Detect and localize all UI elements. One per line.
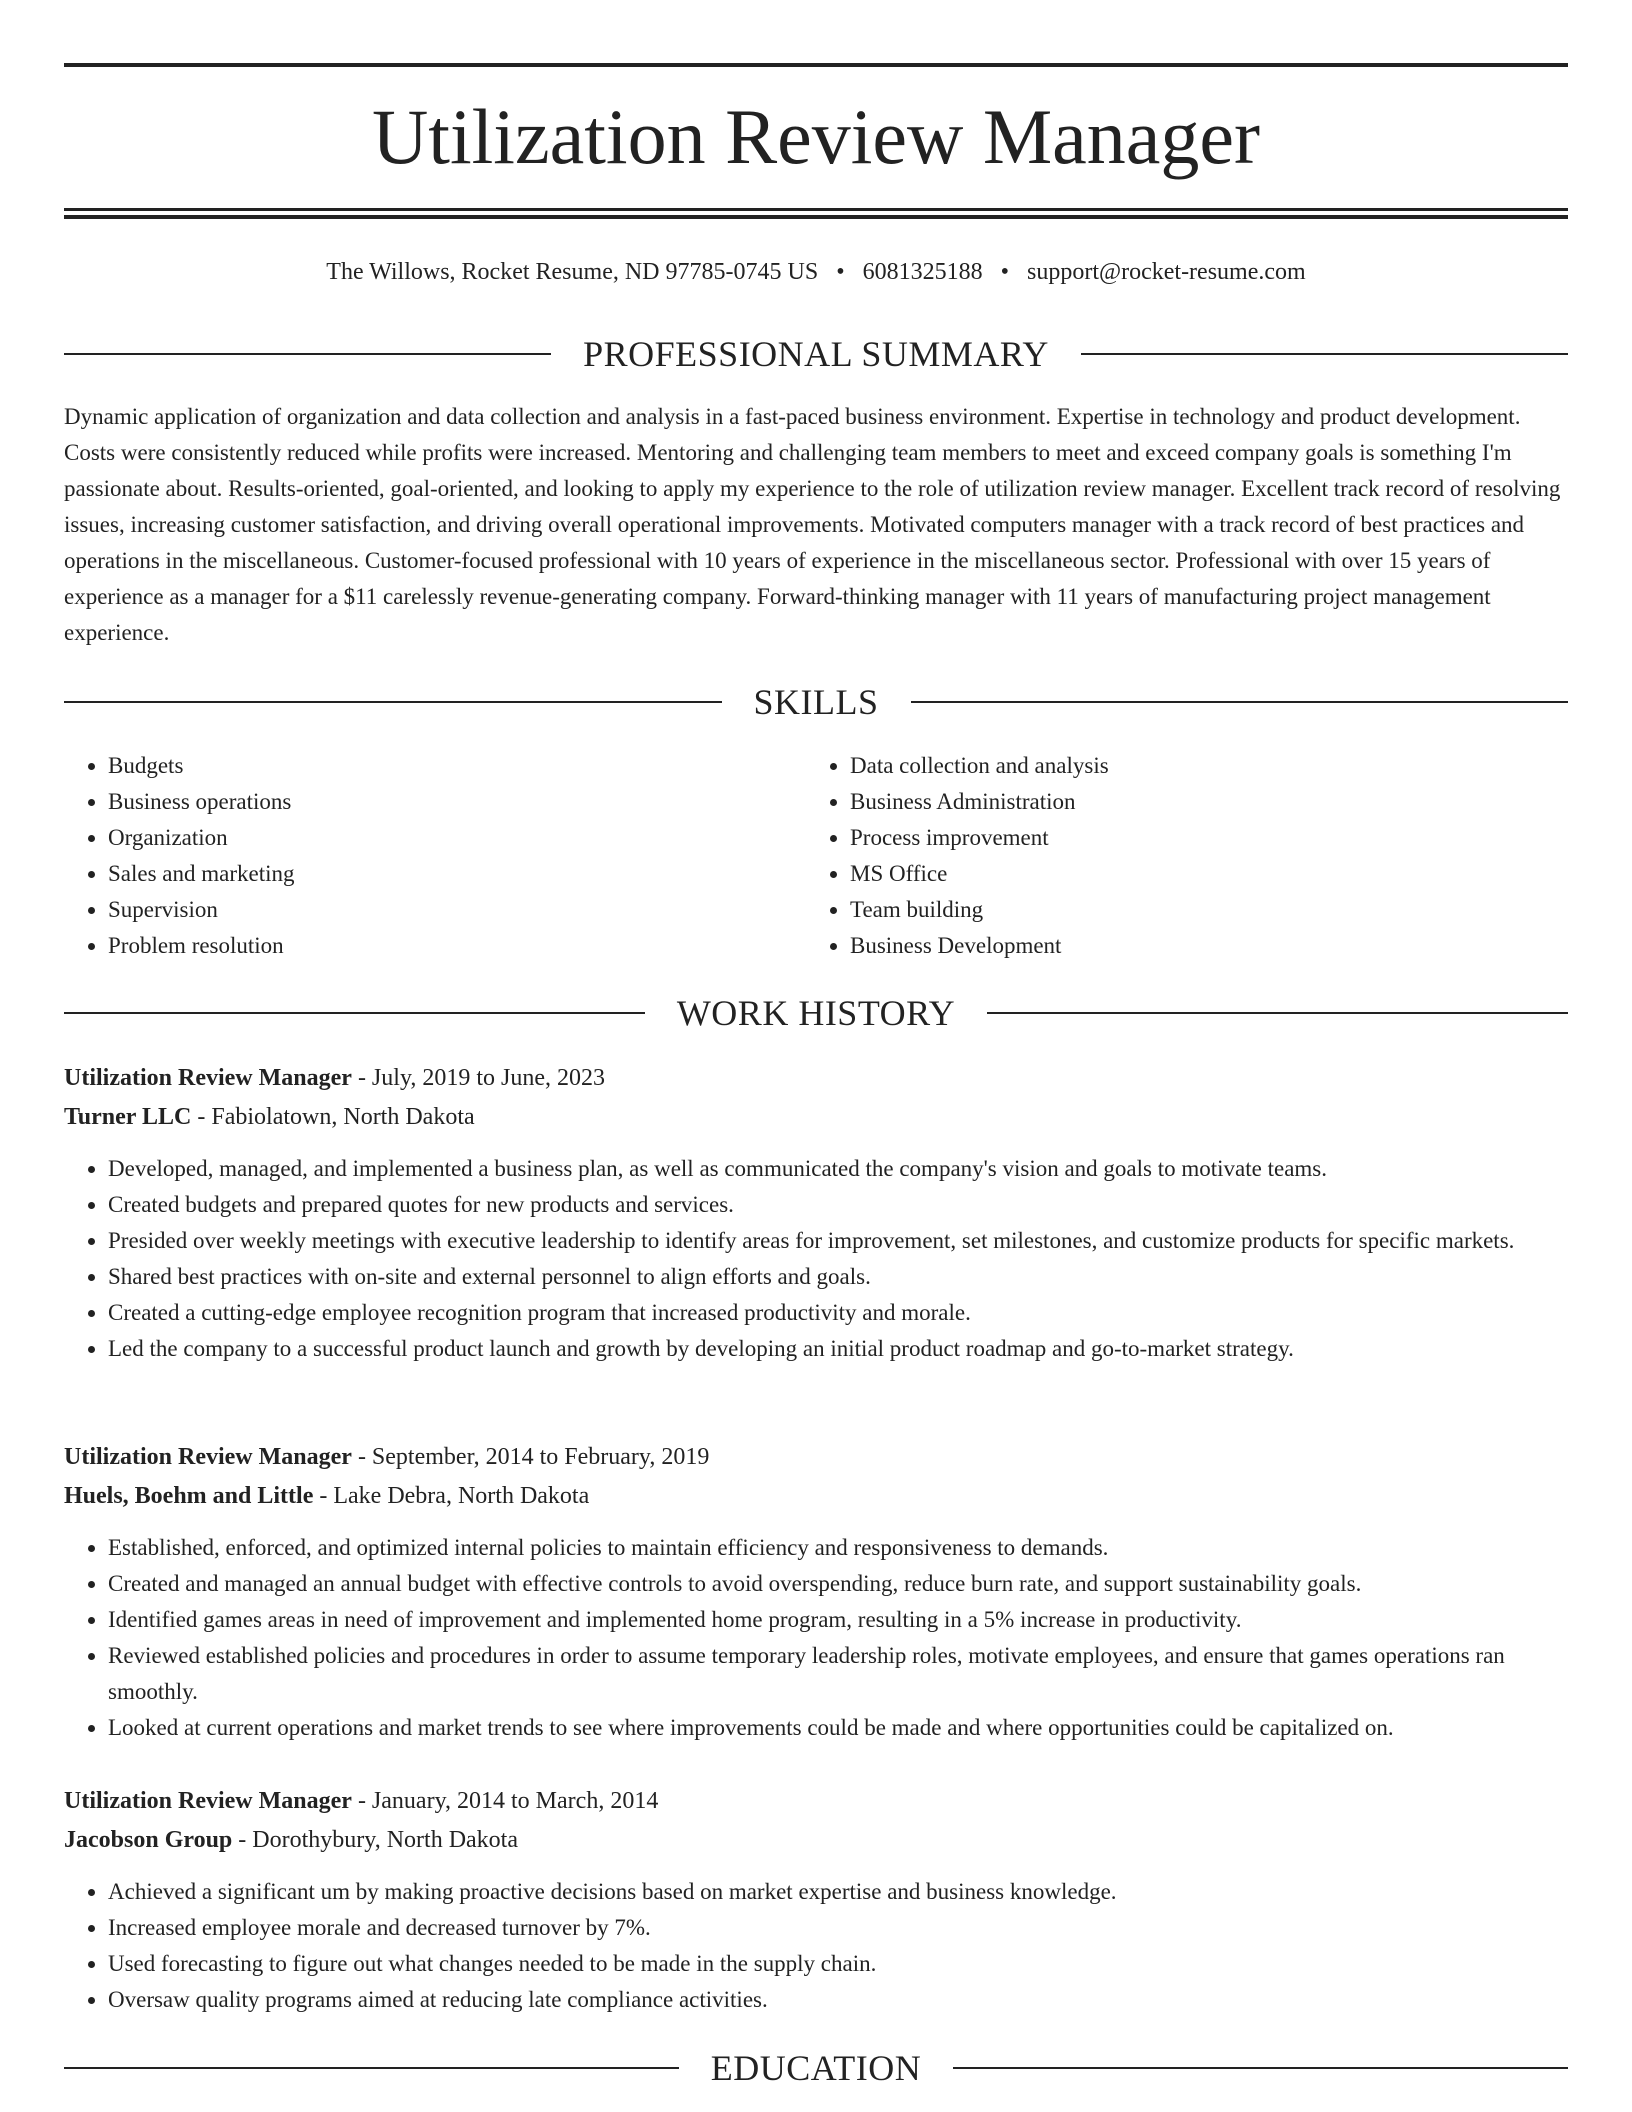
section-rule-right <box>1081 353 1568 355</box>
skill-item: • Problem resolution <box>108 928 806 964</box>
job-company: Huels, Boehm and Little <box>64 1483 314 1509</box>
skill-item: • MS Office <box>850 856 1548 892</box>
job-company-line <box>64 1821 1568 1860</box>
skill-item: • Business Administration <box>850 784 1548 820</box>
job-dates: - September, 2014 to February, 2019 <box>351 1444 710 1470</box>
job-bullet: • Created budgets and prepared quotes for new products and services. <box>108 1187 1568 1223</box>
contact-separator: • <box>1000 259 1009 285</box>
job-bullet: • Developed, managed, and implemented a business plan, as well as communicated the company's vision and goals to motivate teams. <box>108 1151 1568 1187</box>
job-title-line <box>64 1782 1568 1821</box>
job-bullet: • Shared best practices with on-site and external personnel to align efforts and goals. <box>108 1259 1568 1295</box>
section-heading-work-history <box>64 991 1568 1035</box>
job-bullet: • Led the company to a successful product launch and growth by developing an initial product roadmap and go-to-market strategy. <box>108 1331 1568 1367</box>
job-entry <box>64 1782 1568 2018</box>
job-company: Turner LLC <box>64 1104 192 1130</box>
contact-email: support@rocket-resume.com <box>1027 259 1306 285</box>
section-rule-left <box>64 1012 645 1014</box>
job-bullets <box>64 1874 1568 2018</box>
job-bullet: • Achieved a significant um by making proactive decisions based on market expertise and business knowledge. <box>108 1874 1568 1910</box>
section-rule-left <box>64 701 722 703</box>
skill-item: • Organization <box>108 820 806 856</box>
section-rule-left <box>64 353 551 355</box>
job-bullets <box>64 1530 1568 1746</box>
contact-separator: • <box>836 259 845 285</box>
job-title: Utilization Review Manager <box>64 1065 352 1091</box>
professional-summary-text: Dynamic application of organization and data collection and analysis in a fast-paced business environment. Expertise in technology and product development. Costs were consistently reduced while profits were increased. Mentoring and challenging team members to meet and exceed company goals is something I'm passionate about. Results-oriented, goal-oriented, and looking to apply my experience to the role of utilization review manager. Excellent track record of resolving issues, increasing customer satisfaction, and driving overall operational improvements. Motivated computers manager with a track record of best practices and operations in the miscellaneous. Customer-focused professional with 10 years of experience in the miscellaneous sector. Professional with over 15 years of experience as a manager for a $11 carelessly revenue-generating company. Forward-thinking manager with 11 years of manufacturing project management experience. <box>64 404 1561 645</box>
contact-phone: 6081325188 <box>862 259 983 285</box>
section-heading-skills <box>64 680 1568 724</box>
job-title: Utilization Review Manager <box>64 1444 352 1470</box>
job-bullet: • Established, enforced, and optimized internal policies to maintain efficiency and responsiveness to demands. <box>108 1530 1568 1566</box>
job-location: - Dorothybury, North Dakota <box>232 1827 518 1853</box>
skills-column-right <box>806 748 1548 964</box>
resume-name-title: Utilization Review Manager <box>371 93 1261 180</box>
header-double-rule-upper <box>64 208 1568 211</box>
job-bullet: • Looked at current operations and market trends to see where improvements could be made and where opportunities could be capitalized on. <box>108 1710 1568 1746</box>
job-location: - Fabiolatown, North Dakota <box>191 1104 475 1130</box>
job-title: Utilization Review Manager <box>64 1788 352 1814</box>
job-company-line <box>64 1098 1568 1137</box>
section-rule-left <box>64 2067 679 2069</box>
job-bullet: • Oversaw quality programs aimed at reducing late compliance activities. <box>108 1982 1568 2018</box>
job-bullet: • Created and managed an annual budget with effective controls to avoid overspending, reduce burn rate, and support sustainability goals. <box>108 1566 1568 1602</box>
job-bullet: • Created a cutting-edge employee recognition program that increased productivity and morale. <box>108 1295 1568 1331</box>
section-heading-summary <box>64 332 1568 376</box>
skill-item: • Business operations <box>108 784 806 820</box>
section-rule-right <box>987 1012 1568 1014</box>
section-rule-right <box>911 701 1569 703</box>
job-title-line <box>64 1438 1568 1477</box>
section-rule-right <box>953 2067 1568 2069</box>
job-entry <box>64 1438 1568 1746</box>
job-bullet: • Presided over weekly meetings with executive leadership to identify areas for improvement, set milestones, and customize products for specific markets. <box>108 1223 1568 1259</box>
job-company-line <box>64 1477 1568 1516</box>
header-double-rule-lower <box>64 215 1568 219</box>
job-bullet: • Used forecasting to figure out what changes needed to be made in the supply chain. <box>108 1946 1568 1982</box>
contact-line <box>64 254 1568 290</box>
skill-item: • Sales and marketing <box>108 856 806 892</box>
skill-item: • Budgets <box>108 748 806 784</box>
section-title: PROFESSIONAL SUMMARY <box>583 334 1049 374</box>
skills-column-left <box>64 748 806 964</box>
section-title: WORK HISTORY <box>676 993 956 1033</box>
section-title: EDUCATION <box>710 2048 922 2088</box>
skill-item: • Team building <box>850 892 1548 928</box>
job-entry <box>64 1059 1568 1367</box>
skill-item: • Business Development <box>850 928 1548 964</box>
skill-item: • Data collection and analysis <box>850 748 1548 784</box>
job-bullet: • Reviewed established policies and procedures in order to assume temporary leadership roles, motivate employees, and ensure that games operations ran smoothly. <box>108 1638 1568 1710</box>
job-bullets <box>64 1151 1568 1367</box>
job-title-line <box>64 1059 1568 1098</box>
skills-list <box>64 748 1568 964</box>
contact-address: The Willows, Rocket Resume, ND 97785-0745 US <box>326 259 819 285</box>
section-heading-education <box>64 2046 1568 2090</box>
section-title: SKILLS <box>753 682 879 722</box>
job-company: Jacobson Group <box>64 1827 233 1853</box>
job-bullet: • Identified games areas in need of improvement and implemented home program, resulting in a 5% increase in productivity. <box>108 1602 1568 1638</box>
skill-item: • Supervision <box>108 892 806 928</box>
job-dates: - July, 2019 to June, 2023 <box>351 1065 606 1091</box>
job-location: - Lake Debra, North Dakota <box>313 1483 590 1509</box>
skill-item: • Process improvement <box>850 820 1548 856</box>
job-dates: - January, 2014 to March, 2014 <box>351 1788 659 1814</box>
header-top-rule <box>64 63 1568 67</box>
job-bullet: • Increased employee morale and decreased turnover by 7%. <box>108 1910 1568 1946</box>
